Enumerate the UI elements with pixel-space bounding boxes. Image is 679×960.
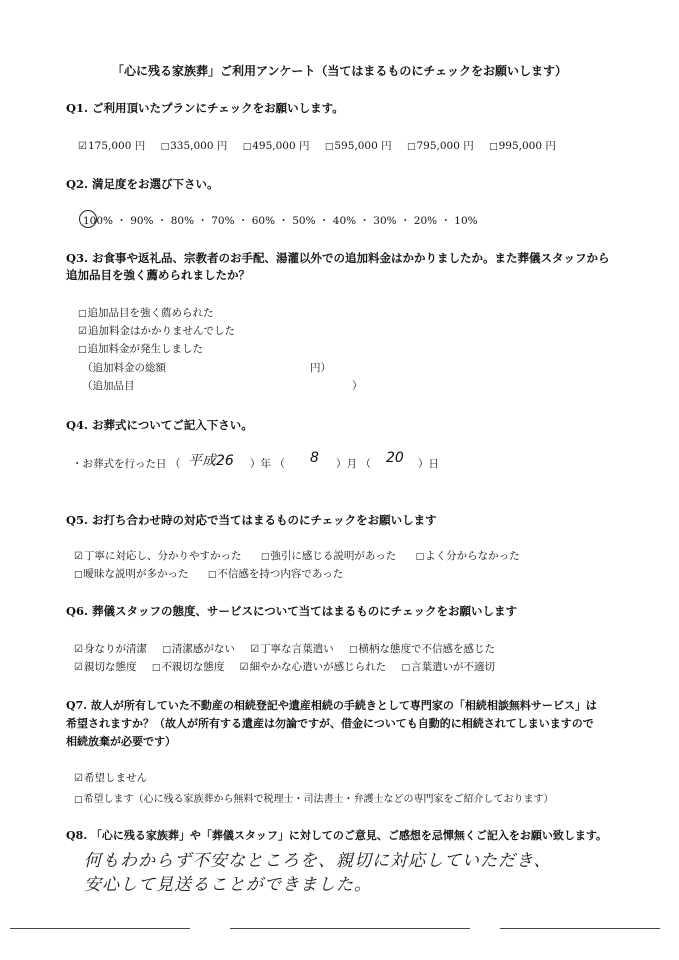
q6-option-unkind[interactable]: □ 不親切な態度 xyxy=(152,661,225,673)
q7-label-line1: Q7. 故人が所有していた不動産の相続登記や遺産相続の手続きとして専門家の「相続相談無料サービス」は xyxy=(66,699,597,712)
scan-artifact-line xyxy=(230,928,470,929)
q8-label: Q8. 「心に残る家族葬」や「葬儀スタッフ」に対してのご意見、ご感想を忌憚無くご記入をお願い致します。 xyxy=(66,829,608,842)
q6-option-arrogant[interactable]: □ 横柄な態度で不信感を感じた xyxy=(349,643,495,655)
q3-items-label: （追加品目 xyxy=(82,380,135,392)
survey-title: 「心に残る家族葬」ご利用アンケート（当てはまるものにチェックをお願いします） xyxy=(112,64,567,78)
q6-option-clean[interactable]: ☑ 身なりが清潔 xyxy=(74,643,147,655)
q5-label: Q5. お打ち合わせ時の対応で当てはまるものにチェックをお願いします xyxy=(66,513,437,527)
q7-option-yes[interactable]: □ 希望します（心に残る家族葬から無料で税理士・司法書士・弁護士などの専門家をご紹介しております） xyxy=(74,790,554,805)
q6-option-unclean[interactable]: □ 清潔感がない xyxy=(162,643,235,655)
q5-row2 xyxy=(74,566,343,581)
q4-month-value[interactable]: 8 xyxy=(310,450,319,466)
q7-option-no[interactable]: ☑ 希望しません xyxy=(74,770,147,785)
q5-row1 xyxy=(74,548,520,563)
q4-day-value[interactable]: 20 xyxy=(386,450,404,466)
q6-option-kind[interactable]: ☑ 親切な態度 xyxy=(74,661,136,673)
q3-option-no-extra[interactable]: ☑ 追加料金はかかりませんでした xyxy=(78,323,235,338)
q1-option-795000[interactable]: □ 795,000 円 xyxy=(407,140,474,152)
scan-artifact-line xyxy=(10,928,190,929)
q1-option-495000[interactable]: □ 495,000 円 xyxy=(243,140,310,152)
q1-label: Q1. ご利用頂いたプランにチェックをお願いします。 xyxy=(66,101,344,115)
q7-label-line2: 希望されますか？（故人が所有する遺産は勿論ですが、借金についても自動的に相続されてしまいますので xyxy=(66,717,594,730)
q3-option-pushed[interactable]: □ 追加品目を強く薦められた xyxy=(78,305,214,320)
q1-option-995000[interactable]: □ 995,000 円 xyxy=(489,140,556,152)
q4-day-unit: ）日 xyxy=(418,458,439,470)
q1-option-175000[interactable]: ☑ 175,000 円 xyxy=(78,140,145,152)
q8-answer-line2[interactable]: 安心して見送ることができました。 xyxy=(84,875,372,895)
q2-label: Q2. 満足度をお選び下さい。 xyxy=(66,177,219,191)
q6-row1 xyxy=(74,641,495,656)
q1-options xyxy=(78,138,556,153)
q5-option-unclear[interactable]: □ よく分からなかった xyxy=(416,550,520,562)
q4-year-unit: ）年 （ xyxy=(250,458,285,470)
scan-artifact-line xyxy=(500,928,660,929)
q3-option-extra[interactable]: □ 追加料金が発生しました xyxy=(78,341,203,356)
q6-option-attentive[interactable]: ☑ 細やかな心遣いが感じられた xyxy=(240,661,386,673)
q4-era-value[interactable]: 平成26 xyxy=(188,453,234,469)
q1-option-595000[interactable]: □ 595,000 円 xyxy=(325,140,392,152)
q5-option-distrust[interactable]: □ 不信感を持つ内容であった xyxy=(208,568,343,580)
q6-label: Q6. 葬儀スタッフの態度、サービスについて当てはまるものにチェックをお願いします xyxy=(66,604,517,618)
q2-scale[interactable]: 100% ・ 90% ・ 80% ・ 70% ・ 60% ・ 50% ・ 40% ・ 30% ・ 20% ・ 10% xyxy=(83,215,478,227)
q3-label-line2: 追加品目を強く薦められましたか？ xyxy=(66,268,250,282)
q4-month-unit: ）月 （ xyxy=(336,458,371,470)
q4-label: Q4. お葬式についてご記入下さい。 xyxy=(66,418,253,432)
q8-answer-line1[interactable]: 何もわからず不安なところを、親切に対応していただき、 xyxy=(84,851,552,871)
q7-label-line3: 相続放棄が必要です） xyxy=(66,735,176,748)
q3-amount-label: （追加料金の総額 xyxy=(82,362,166,374)
q3-items-close: ） xyxy=(352,380,363,392)
q1-option-335000[interactable]: □ 335,000 円 xyxy=(161,140,228,152)
q5-option-polite[interactable]: ☑ 丁寧に対応し、分かりやすかった xyxy=(74,550,241,562)
q6-option-improper-words[interactable]: □ 言葉遣いが不適切 xyxy=(401,661,495,673)
q4-prefix: ・お葬式を行った日 （ xyxy=(72,458,181,470)
q6-row2 xyxy=(74,659,495,674)
q6-option-polite-words[interactable]: ☑ 丁寧な言葉遣い xyxy=(250,643,333,655)
q3-label-line1: Q3. お食事や返礼品、宗教者のお手配、湯灌以外での追加料金はかかりましたか。また葬儀スタッフから xyxy=(66,251,610,265)
q5-option-vague[interactable]: □ 曖昧な説明が多かった xyxy=(74,568,189,580)
q3-amount-unit: 円） xyxy=(310,362,331,374)
q5-option-forceful[interactable]: □ 強引に感じる説明があった xyxy=(261,550,396,562)
